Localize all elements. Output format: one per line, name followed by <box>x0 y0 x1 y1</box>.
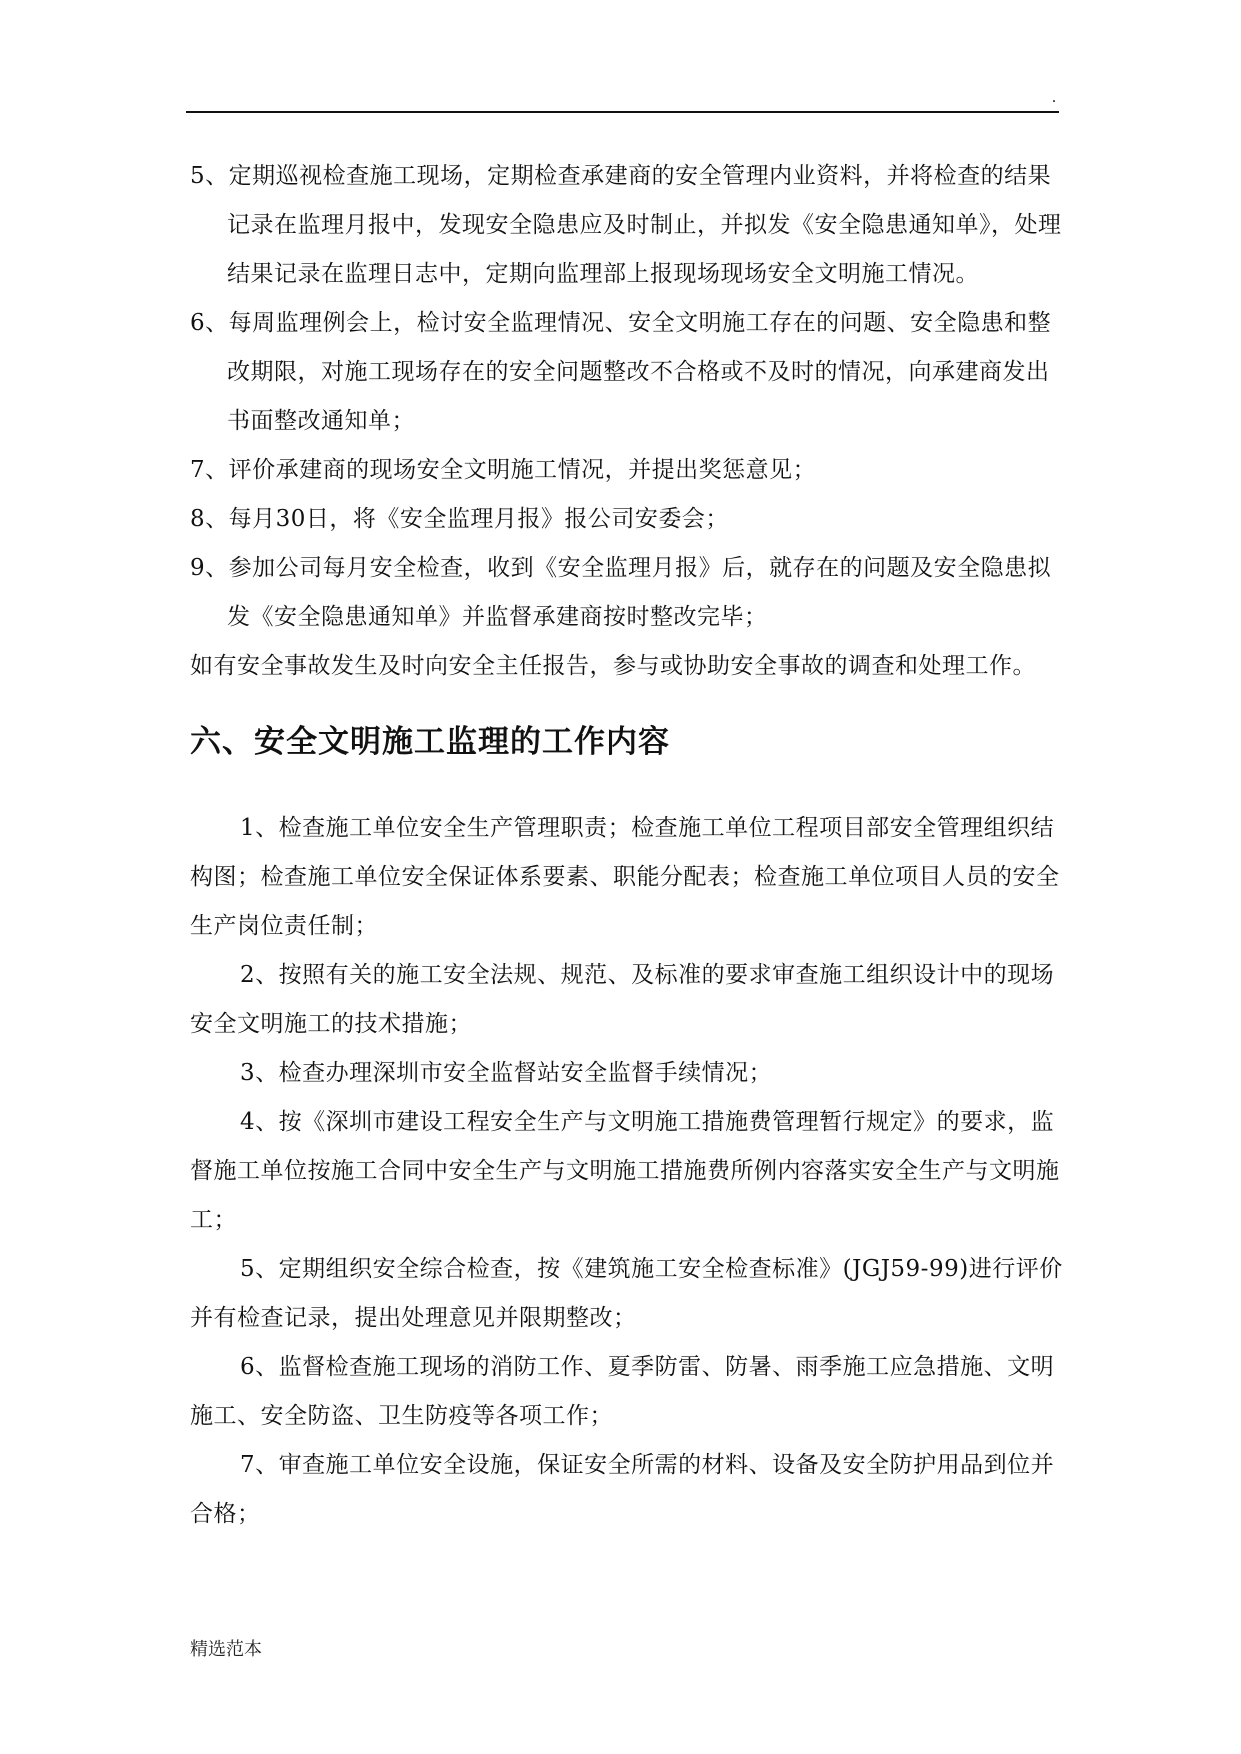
section-paragraph: 4、按《深圳市建设工程安全生产与文明施工措施费管理暂行规定》的要求，监督施工单位按施工合同中安全生产与文明施工措施费所例内容落实安全生产与文明施工； <box>190 1109 1060 1233</box>
list-item: 6、每周监理例会上，检讨安全监理情况、安全文明施工存在的问题、安全隐患和整改期限，对施工现场存在的安全问题整改不合格或不及时的情况，向承建商发出书面整改通知单； <box>190 310 1052 434</box>
page-content <box>190 152 1070 1539</box>
list-item: 9、参加公司每月安全检查，收到《安全监理月报》后，就存在的问题及安全隐患拟发《安全隐患通知单》并监督承建商按时整改完毕； <box>190 555 1052 630</box>
section-paragraph: 5、定期组织安全综合检查，按《建筑施工安全检查标准》(JGJ59-99)进行评价并有检查记录，提出处理意见并限期整改； <box>190 1256 1063 1331</box>
section-title: 六、安全文明施工监理的工作内容 <box>190 724 670 760</box>
closing-paragraph: 如有安全事故发生及时向安全主任报告，参与或协助安全事故的调查和处理工作。 <box>190 653 1036 679</box>
section-paragraph: 3、检查办理深圳市安全监督站安全监督手续情况； <box>240 1060 773 1086</box>
section-paragraph: 7、审查施工单位安全设施，保证安全所需的材料、设备及安全防护用品到位并合格； <box>190 1452 1055 1527</box>
list-item: 5、定期巡视检查施工现场，定期检查承建商的安全管理内业资料，并将检查的结果记录在监理月报中，发现安全隐患应及时制止，并拟发《安全隐患通知单》，处理结果记录在监理日志中，定期向监理部上报现场现场安全文明施工情况。 <box>190 163 1062 287</box>
list-item: 8、每月30日，将《安全监理月报》报公司安委会； <box>190 506 729 532</box>
section-paragraph: 1、检查施工单位安全生产管理职责；检查施工单位工程项目部安全管理组织结构图；检查施工单位安全保证体系要素、职能分配表；检查施工单位项目人员的安全生产岗位责任制； <box>190 815 1060 939</box>
footer-text: 精选范本 <box>190 1639 262 1660</box>
list-item: 7、评价承建商的现场安全文明施工情况，并提出奖惩意见； <box>190 457 817 483</box>
header-mark: . <box>1052 89 1056 106</box>
section-paragraph: 6、监督检查施工现场的消防工作、夏季防雷、防暑、雨季施工应急措施、文明施工、安全防盗、卫生防疫等各项工作； <box>190 1354 1055 1429</box>
header-rule <box>186 111 1059 113</box>
section-paragraph: 2、按照有关的施工安全法规、规范、及标准的要求审查施工组织设计中的现场安全文明施工的技术措施； <box>190 962 1055 1037</box>
